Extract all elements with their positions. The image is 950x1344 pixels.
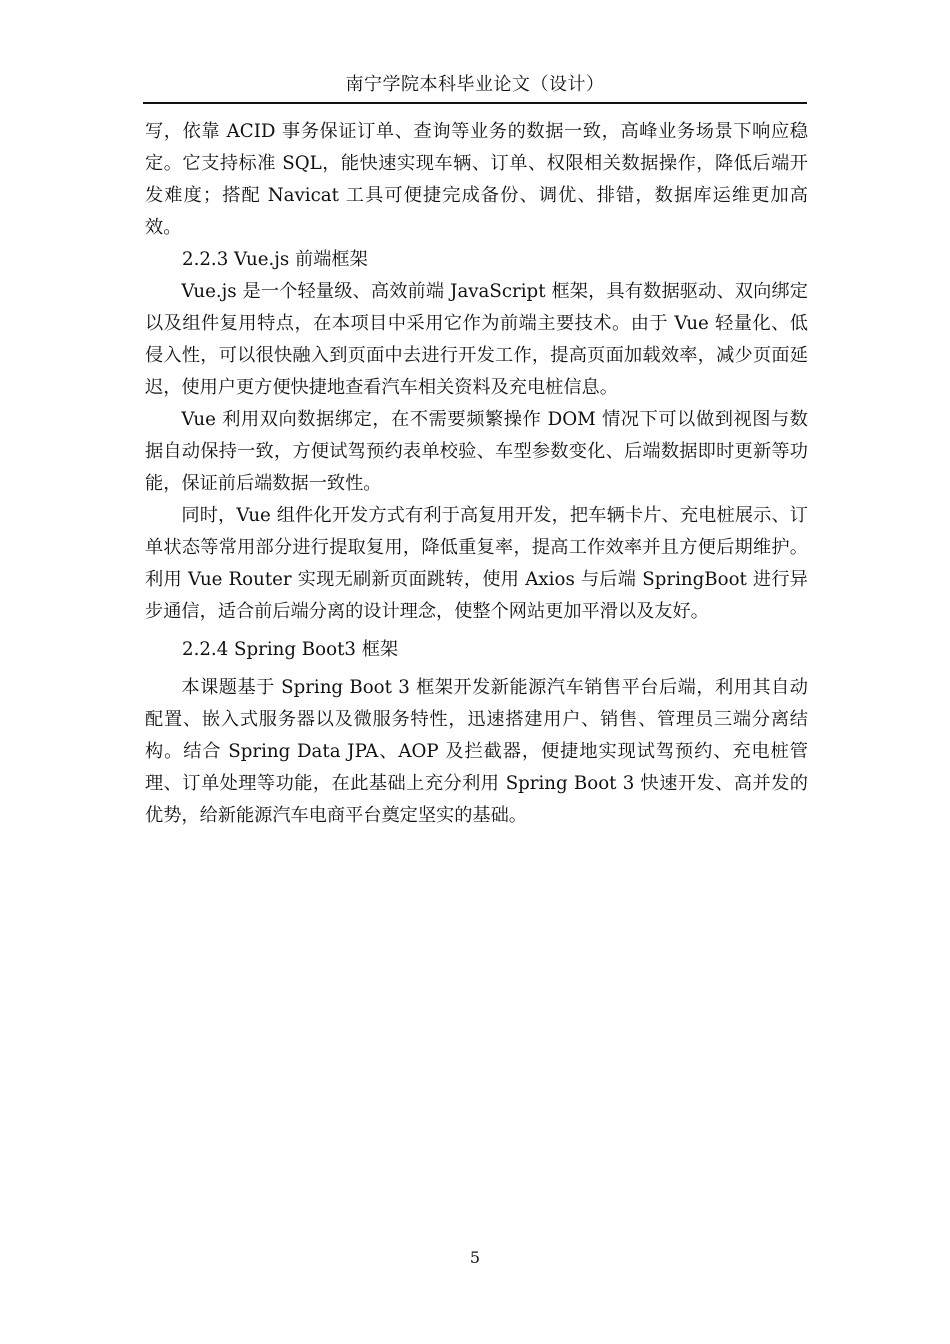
- paragraph-vue-binding: Vue 利用双向数据绑定，在不需要频繁操作 DOM 情况下可以做到视图与数据自动保持一致，方便试驾预约表单校验、车型参数变化、后端数据即时更新等功能，保证前后端数据一致性。: [145, 409, 808, 494]
- section-heading-2-2-4: 2.2.4 Spring Boot3 框架: [182, 639, 399, 660]
- paragraph-continued: 写，依靠 ACID 事务保证订单、查询等业务的数据一致，高峰业务场景下响应稳定。它支持标准 SQL，能快速实现车辆、订单、权限相关数据操作，降低后端开发难度；搭配 Navicat 工具可便捷完成备份、调优、排错，数据库运维更加高效。: [145, 121, 808, 238]
- paragraph-spring-boot: 本课题基于 Spring Boot 3 框架开发新能源汽车销售平台后端，利用其自动配置、嵌入式服务器以及微服务特性，迅速搭建用户、销售、管理员三端分离结构。结合 Spring Data JPA、AOP 及拦截器，便捷地实现试驾预约、充电桩管理、订单处理等功能，在此基础上充分利用 Spring Boot 3 快速开发、高并发的优势，给新能源汽车电商平台奠定坚实的基础。: [145, 677, 808, 826]
- document-body: [145, 116, 808, 832]
- section-heading-2-2-3: 2.2.3 Vue.js 前端框架: [182, 249, 368, 270]
- paragraph-vue-intro: Vue.js 是一个轻量级、高效前端 JavaScript 框架，具有数据驱动、双向绑定以及组件复用特点，在本项目中采用它作为前端主要技术。由于 Vue 轻量化、低侵入性，可以很快融入到页面中去进行开发工作，提高页面加载效率，减少页面延迟，使用户更方便快捷地查看汽车相关资料及充电桩信息。: [145, 281, 808, 398]
- running-header: [143, 68, 807, 104]
- page-number: 5: [469, 1248, 481, 1267]
- header-title: 南宁学院本科毕业论文（设计）: [345, 74, 605, 95]
- paragraph-vue-components: 同时，Vue 组件化开发方式有利于高复用开发，把车辆卡片、充电桩展示、订单状态等常用部分进行提取复用，降低重复率，提高工作效率并且方便后期维护。利用 Vue Router 实现无刷新页面跳转，使用 Axios 与后端 SpringBoot 进行异步通信，适合前后端分离的设计理念，使整个网站更加平滑以及友好。: [145, 505, 808, 622]
